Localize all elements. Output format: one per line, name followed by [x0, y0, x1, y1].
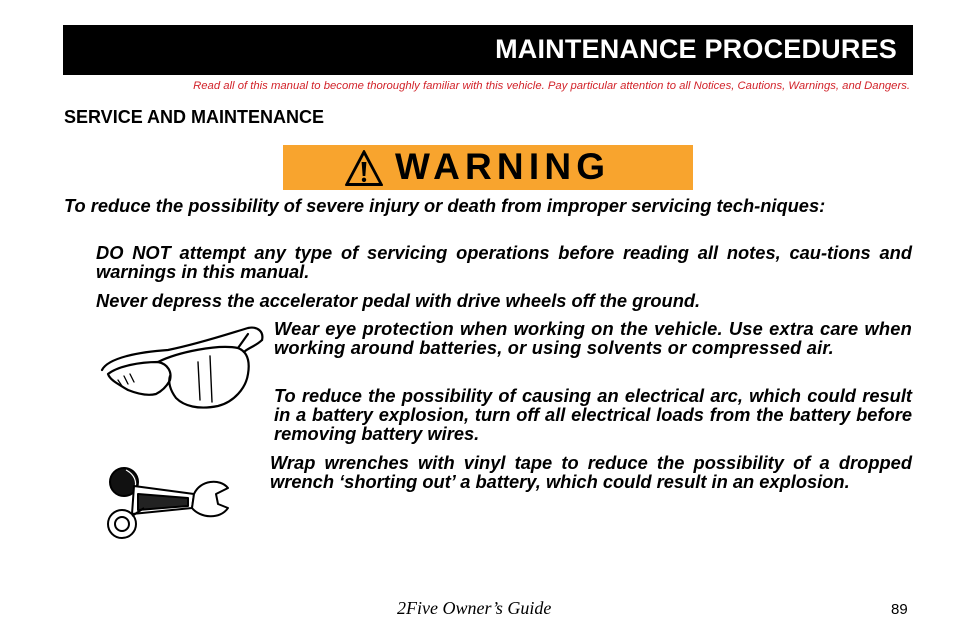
- page-number: 89: [891, 601, 908, 618]
- warning-item-eye-protection: Wear eye protection when working on the vehicle. Use extra care when working around batteries, or using solvents or compressed air.: [274, 318, 912, 358]
- safety-glasses-icon: [98, 322, 266, 412]
- header-bar: [63, 25, 913, 75]
- warning-banner: [283, 145, 693, 190]
- section-heading: SERVICE AND MAINTENANCE: [64, 107, 325, 127]
- warning-triangle-icon: [344, 149, 384, 187]
- warning-item-electrical-arc: To reduce the possibility of causing an electrical arc, which could result in a battery explosion, turn off all electrical loads from the battery before removing battery wires.: [274, 385, 912, 444]
- warning-label: WARNING: [395, 146, 611, 187]
- warning-item-wrap-wrenches: Wrap wrenches with vinyl tape to reduce the possibility of a dropped wrench ‘shorting out’ a battery, which could result in an explosion.: [270, 452, 912, 492]
- warning-intro: To reduce the possibility of severe injury or death from improper servicing tech-niques:: [64, 195, 826, 216]
- warning-item-accelerator: Never depress the accelerator pedal with drive wheels off the ground.: [96, 290, 701, 311]
- warning-item-read-notes: DO NOT attempt any type of servicing operations before reading all notes, cau-tions and warnings in this manual.: [96, 242, 912, 282]
- read-manual-notice: Read all of this manual to become thoroughly familiar with this vehicle. Pay particular attention to all Notices, Cautions, Warnings, and Dangers.: [193, 80, 910, 92]
- page-title: MAINTENANCE PROCEDURES: [495, 34, 897, 64]
- footer-title: 2Five Owner’s Guide: [397, 598, 552, 618]
- taped-wrench-icon: [104, 464, 230, 542]
